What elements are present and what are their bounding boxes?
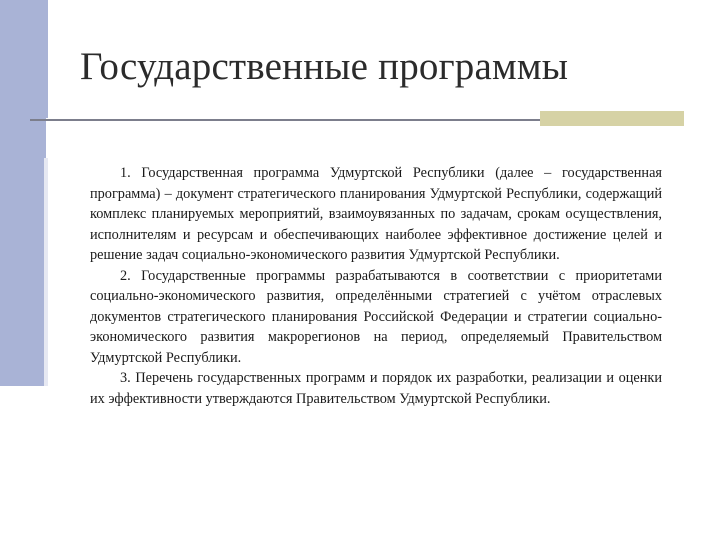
paragraph-1: 1. Государственная программа Удмуртской Республики (далее – государственная программа) – документ стратегического планирования Удмуртской Республики, содержащий комплекс планируемых мероприятий, взаимоувязанных по задачам, срокам осуществления, исполнителям и ресурсам и обеспечивающих наиболее эффективное достижение целей и решение задач социально-экономического развития Удмуртской Республики.: [90, 165, 662, 263]
left-accent-bar-edge: [44, 158, 48, 386]
slide-title: Государственные программы: [80, 45, 569, 88]
left-accent-bar-bottom: [0, 118, 46, 386]
divider-accent-block: [540, 111, 684, 126]
paragraph-3: 3. Перечень государственных программ и порядок их разработки, реализации и оценки их эффективности утверждаются Правительством Удмуртской Республики.: [90, 370, 662, 407]
left-accent-bar-top: [0, 0, 48, 118]
slide-body: [90, 163, 662, 409]
paragraph-2: 2. Государственные программы разрабатываются в соответствии с приоритетами социально-экономического развития, определёнными стратегией с учётом отраслевых документов стратегического планирования Российской Федерации и стратегии социально-экономического развития макрорегионов на период, определяемый Правительством Удмуртской Республики.: [90, 267, 662, 366]
